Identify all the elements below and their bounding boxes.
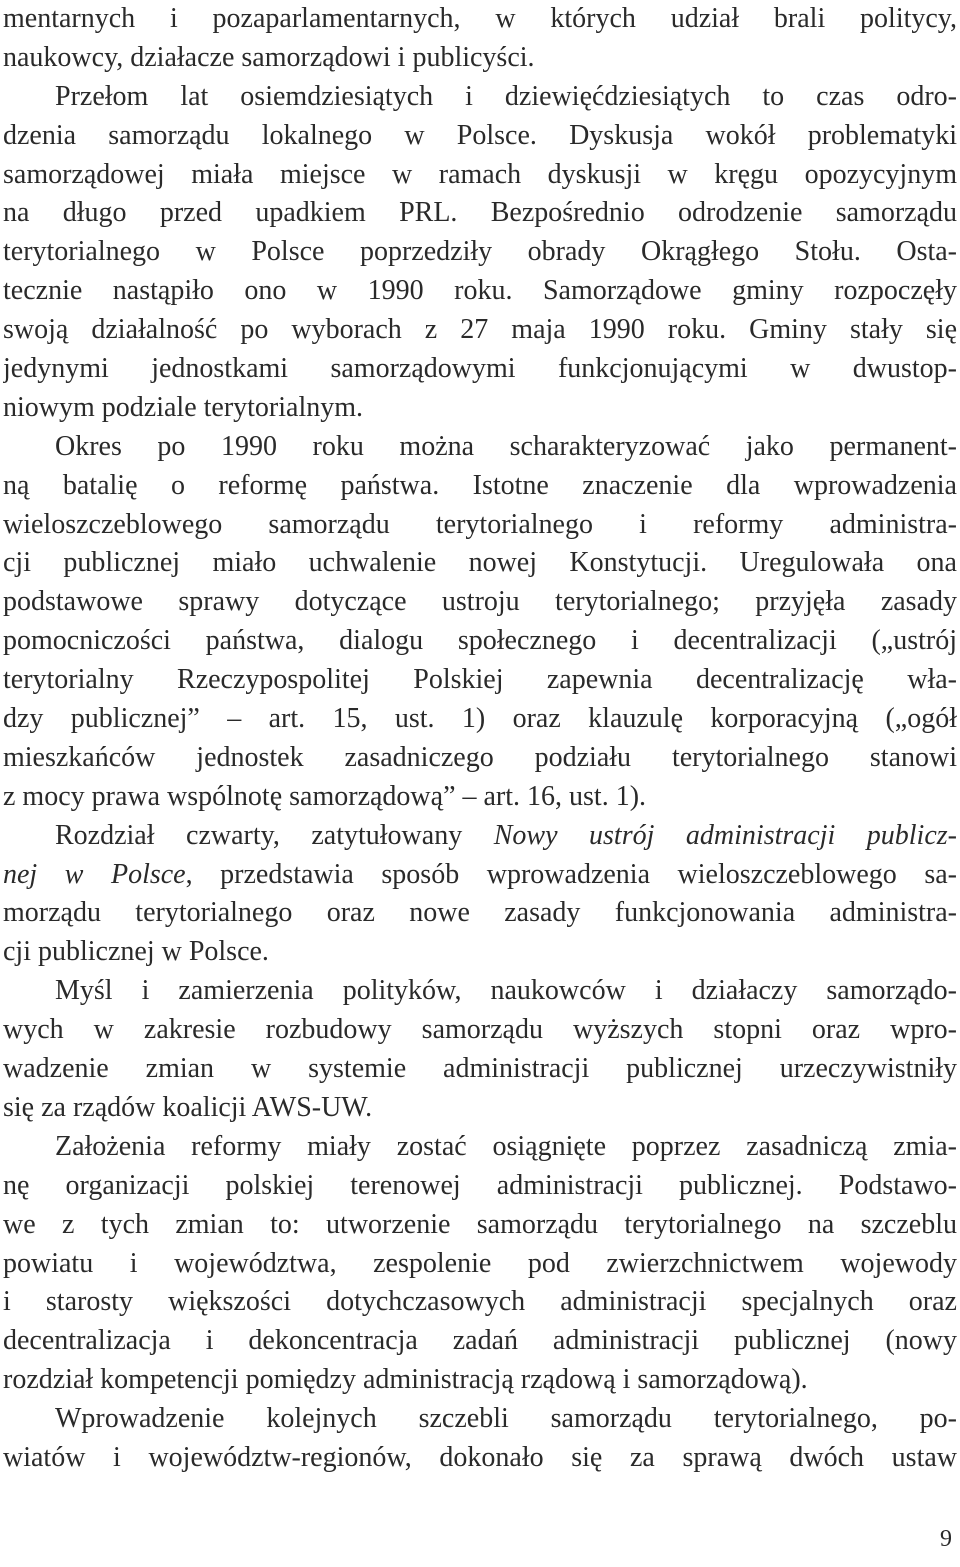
text-line: dzenia samorządu lokalnego w Polsce. Dyskusja wokół problematyki [3, 119, 957, 151]
text-line: z mocy prawa wspólnotę samorządową” – art. 16, ust. 1). [3, 780, 647, 812]
text-line: pomocniczości państwa, dialogu społecznego i decentralizacji („ustrój [3, 625, 957, 657]
text-line: we z tych zmian to: utworzenie samorządu terytorialnego na szczeblu [3, 1208, 957, 1240]
text-line: mieszkańców jednostek zasadniczego podziału terytorialnego stanowi [3, 741, 957, 773]
text-line: powiatu i województwa, zespolenie pod zwierzchnictwem wojewody [3, 1247, 957, 1279]
italic-title: Nowy ustrój administracji publicz- [493, 819, 957, 851]
text-line: rozdział kompetencji pomiędzy administracją rządową i samorządową). [3, 1364, 808, 1396]
text-line: i starosty większości dotychczasowych administracji specjalnych oraz [3, 1286, 957, 1318]
text-line: wieloszczeblowego samorządu terytorialnego i reformy administra- [3, 508, 957, 540]
text-segment: Rozdział czwarty, zatytułowany [55, 819, 494, 851]
text-line: terytorialny Rzeczypospolitej Polskiej zapewnia decentralizację wła- [3, 664, 957, 696]
text-line: dzy publicznej” – art. 15, ust. 1) oraz klauzulę korporacyjną („ogół [3, 703, 957, 735]
text-line: Założenia reformy miały zostać osiągnięte poprzez zasadniczą zmia- [55, 1130, 957, 1162]
text-line: się za rządów koalicji AWS-UW. [3, 1091, 373, 1123]
text-line: cji publicznej w Polsce. [3, 936, 269, 968]
text-line: Wprowadzenie kolejnych szczebli samorządu terytorialnego, po- [55, 1403, 957, 1435]
text-line: decentralizacja i dekoncentracja zadań administracji publicznej (nowy [3, 1325, 957, 1357]
text-line: cji publicznej miało uchwalenie nowej Konstytucji. Uregulowała ona [3, 547, 957, 579]
text-line: Myśl i zamierzenia polityków, naukowców i działaczy samorządo- [55, 975, 957, 1007]
text-line: Okres po 1990 roku można scharakteryzować jako permanent- [55, 430, 957, 462]
text-line: terytorialnego w Polsce poprzedziły obrady Okrągłego Stołu. Osta- [3, 236, 957, 268]
italic-title: nej w Polsce [3, 858, 186, 890]
text-segment: , przedstawia sposób wprowadzenia wieloszczeblowego sa- [185, 858, 957, 890]
document-page [3, 0, 957, 1478]
text-line: tecznie nastąpiło ono w 1990 roku. Samorządowe gminy rozpoczęły [3, 275, 957, 307]
text-line: na długo przed upadkiem PRL. Bezpośrednio odrodzenie samorządu [3, 197, 957, 229]
text-line: Przełom lat osiemdziesiątych i dziewięćdziesiątych to czas odro- [55, 80, 957, 112]
text-line: naukowcy, działacze samorządowi i publicyści. [3, 41, 535, 73]
text-line: samorządowej miała miejsce w ramach dyskusji w kręgu opozycyjnym [3, 158, 957, 190]
text-line: jedynymi jednostkami samorządowymi funkcjonującymi w dwustop- [3, 353, 957, 385]
text-line: wiatów i województw-regionów, dokonało się za sprawą dwóch ustaw [3, 1441, 957, 1473]
text-line: niowym podziale terytorialnym. [3, 391, 364, 423]
page-number: 9 [940, 1526, 952, 1552]
text-line: ną batalię o reformę państwa. Istotne znaczenie dla wprowadzenia [3, 469, 957, 501]
text-line: wadzenie zmian w systemie administracji publicznej urzeczywistniły [3, 1053, 957, 1085]
text-line [3, 856, 957, 895]
text-line: mentarnych i pozaparlamentarnych, w których udział brali politycy, [3, 3, 957, 34]
text-line: morządu terytorialnego oraz nowe zasady funkcjonowania administra- [3, 897, 957, 929]
text-line: wych w zakresie rozbudowy samorządu wyższych stopni oraz wpro- [3, 1014, 957, 1046]
text-line: swoją działalność po wyborach z 27 maja 1990 roku. Gminy stały się [3, 314, 957, 346]
text-line [3, 817, 957, 856]
text-line: podstawowe sprawy dotyczące ustroju terytorialnego; przyjęła zasady [3, 586, 957, 618]
text-line: nę organizacji polskiej terenowej administracji publicznej. Podstawo- [3, 1169, 957, 1201]
